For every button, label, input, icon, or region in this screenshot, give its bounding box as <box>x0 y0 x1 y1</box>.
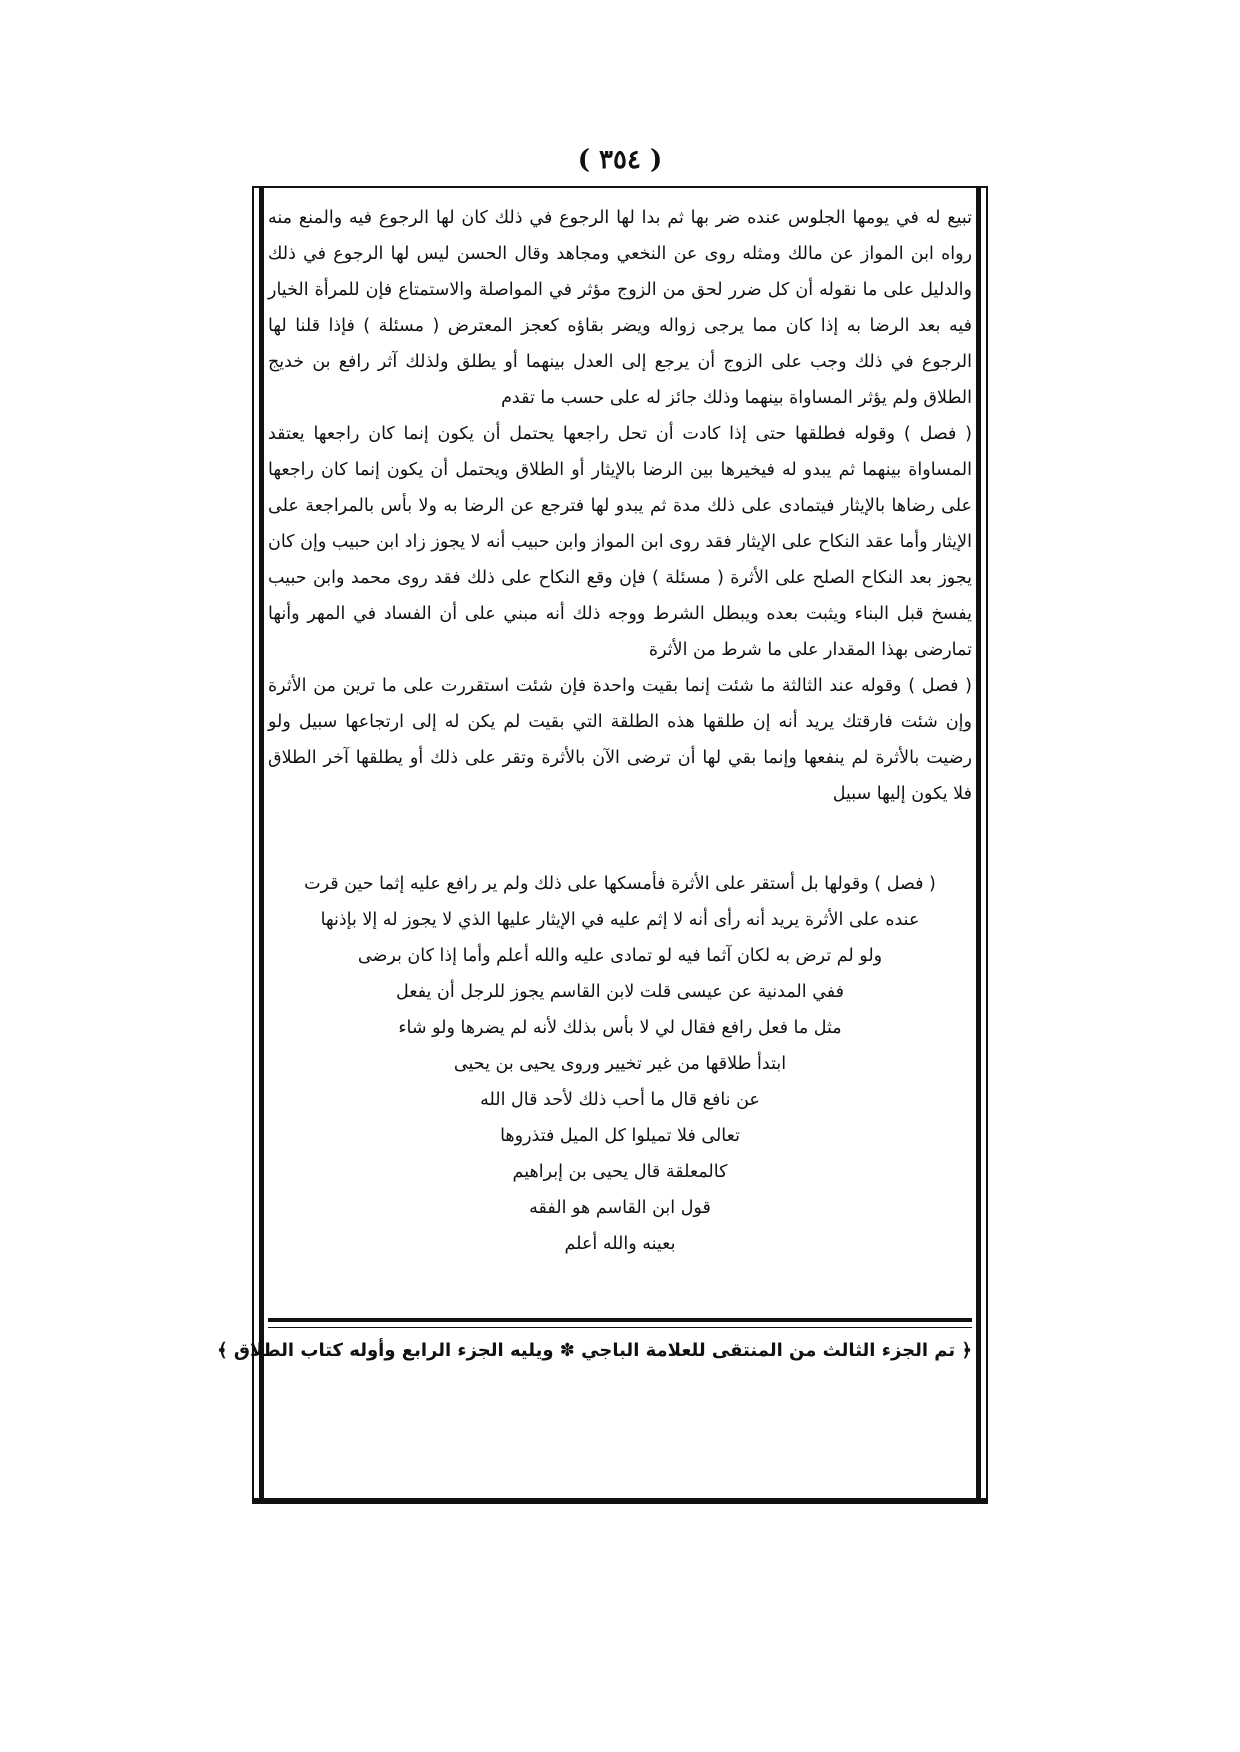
closing-line: ولو لم ترض به لكان آثما فيه لو تمادى عليه والله أعلم وأما إذا كان برضى <box>357 946 883 966</box>
closing-line: كالمعلقة قال يحيى بن إبراهيم <box>512 1162 728 1182</box>
colophon: ﴿ تم الجزء الثالث من المنتقى للعلامة الباجي ✽ ويليه الجزء الرابع وأوله كتاب الطلاق ﴾ <box>217 1340 972 1361</box>
paragraph: ( فصل ) وقوله فطلقها حتى إذا كادت أن تحل راجعها يحتمل أن يكون إنما كان راجعها يعتقد المساواة بينهما ثم يبدو له فيخيرها بين الرضا بالإيثار أو الطلاق ويحتمل أن يكون إنما كان راجعها على رضاها بالإيثار فيتمادى على ذلك مدة ثم يبدو لها فترجع عن الرضا به ولا بأس بالمراجعة على الإيثار وأما عقد النكاح على الإيثار فقد روى ابن المواز وابن حبيب أنه لا يجوز زاد ابن حبيب وإن كان يجوز بعد النكاح الصلح على الأثرة ( مسئلة ) فإن وقع النكاح على ذلك فقد روى محمد وابن حبيب يفسخ قبل البناء ويثبت بعده ويبطل الشرط ووجه ذلك أنه مبني على أن الفساد في المهر وأنها تمارضى بهذا المقدار على ما شرط من الأثرة <box>268 424 972 660</box>
paragraph: ( فصل ) وقوله عند الثالثة ما شئت إنما بقيت واحدة فإن شئت استقررت على ما ترين من الأثرة وإن شئت فارقتك يريد أنه إن طلقها هذه الطلقة التي بقيت لم يكن له إلى ارتجاعها سبيل ولو رضيت بالأثرة لم ينفعها وإنما بقي لها أن ترضى الآن بالأثرة وتقر على ذلك أو يطلقها آخر الطلاق فلا يكون إليها سبيل <box>268 676 972 804</box>
closing-line: تعالى فلا تميلوا كل الميل فتذروها <box>500 1126 740 1146</box>
divider-rule <box>268 1318 972 1322</box>
closing-line: ابتدأ طلاقها من غير تخيير وروى يحيى بن يحيى <box>453 1054 787 1074</box>
page-number: ( ٣٥٤ ) <box>577 145 663 175</box>
closing-line: ففي المدنية عن عيسى قلت لابن القاسم يجوز للرجل أن يفعل <box>396 982 844 1002</box>
closing-line: عنده على الأثرة يريد أنه رأى أنه لا إثم عليه في الإيثار عليها الذي لا يجوز له إلا بإذنها <box>320 910 920 930</box>
closing-text <box>268 866 972 1262</box>
main-text <box>268 200 972 812</box>
closing-line: قول ابن القاسم هو الفقه <box>529 1198 711 1218</box>
divider-rule-thin <box>268 1327 972 1328</box>
closing-line: مثل ما فعل رافع فقال لي لا بأس بذلك لأنه لم يضرها ولو شاء <box>398 1018 842 1038</box>
closing-line: بعينه والله أعلم <box>564 1234 676 1254</box>
paragraph: تبيع له في يومها الجلوس عنده ضر بها ثم بدا لها الرجوع في ذلك كان لها الرجوع فيه والمنع منه رواه ابن المواز عن مالك ومثله روى عن النخعي ومجاهد وقال الحسن ليس لها الرجوع في ذلك والدليل على ما نقوله أن كل ضرر لحق من الزوج مؤثر في المواصلة والاستمتاع فإن للمرأة الخيار فيه بعد الرضا به إذا كان مما يرجى زواله ويضر بقاؤه كعجز المعترض ( مسئلة ) فإذا قلنا لها الرجوع في ذلك وجب على الزوج أن يرجع إلى العدل بينهما أو يطلق ولذلك آثر رافع بن خديج الطلاق ولم يؤثر المساواة بينهما وذلك جائز له على حسب ما تقدم <box>268 208 972 408</box>
closing-line: عن نافع قال ما أحب ذلك لأحد قال الله <box>480 1090 760 1110</box>
closing-line: ( فصل ) وقولها بل أستقر على الأثرة فأمسكها على ذلك ولم ير رافع عليه إثما حين قرت <box>304 874 936 894</box>
